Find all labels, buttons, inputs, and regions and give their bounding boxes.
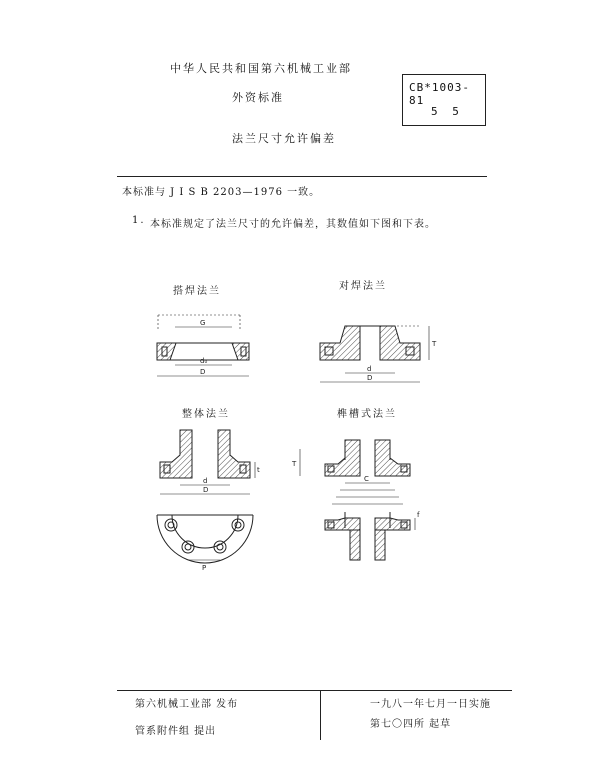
dim-label-p: P [202, 564, 207, 572]
standard-page-number: 5 5 [431, 105, 463, 118]
footer-center-divider [320, 690, 321, 740]
footer-effective-date: 一九八一年七月一日实施 [370, 699, 491, 710]
dim-label-d-outer: D [367, 374, 373, 382]
document-type: 外资标准 [232, 91, 284, 104]
dim-label-d-outer-integral: D [203, 486, 209, 494]
footer-divider [117, 690, 512, 691]
standard-code: CB*1003-81 [409, 81, 470, 107]
dim-label-f: f [417, 511, 420, 519]
dim-label-t-big: T [432, 340, 437, 348]
clause-number: 1. [132, 215, 146, 226]
dim-label-t-integral: t [257, 466, 260, 474]
equivalence-statement: 本标准与 J I S B 2203—1976 一致。 [122, 187, 321, 198]
butt-weld-flange-drawing [320, 326, 437, 382]
dim-label-g: G [200, 319, 206, 327]
lap-weld-flange-drawing [157, 315, 249, 376]
dim-label-d: D [200, 368, 206, 376]
footer-drafter: 第七〇四所 起草 [370, 719, 452, 730]
fig-lap-weld-flange-title: 搭焊法兰 [173, 286, 221, 297]
integral-flange-drawing [157, 430, 260, 572]
footer-issuer: 第六机械工业部 发布 [135, 699, 239, 710]
fig-tongue-groove-flange-title: 榫槽式法兰 [337, 409, 397, 420]
footer-proposer: 管系附件组 提出 [135, 726, 217, 737]
document-title: 法兰尺寸允许偏差 [232, 132, 336, 145]
clause-text: 本标准规定了法兰尺寸的允许偏差，其数值如下图和下表。 [150, 219, 436, 230]
dim-label-c1: C [364, 475, 369, 483]
dim-label-t-tongue: T [292, 460, 297, 468]
tongue-groove-flange-drawing [291, 440, 420, 560]
dim-label-d-small: d [367, 365, 372, 373]
dim-label-do: d₀ [200, 357, 208, 365]
fig-integral-flange-title: 整体法兰 [182, 409, 230, 420]
fig-butt-weld-flange-title: 对焊法兰 [339, 281, 387, 292]
dim-label-d-integral: d [203, 477, 208, 485]
ministry-name: 中华人民共和国第六机械工业部 [170, 62, 352, 75]
